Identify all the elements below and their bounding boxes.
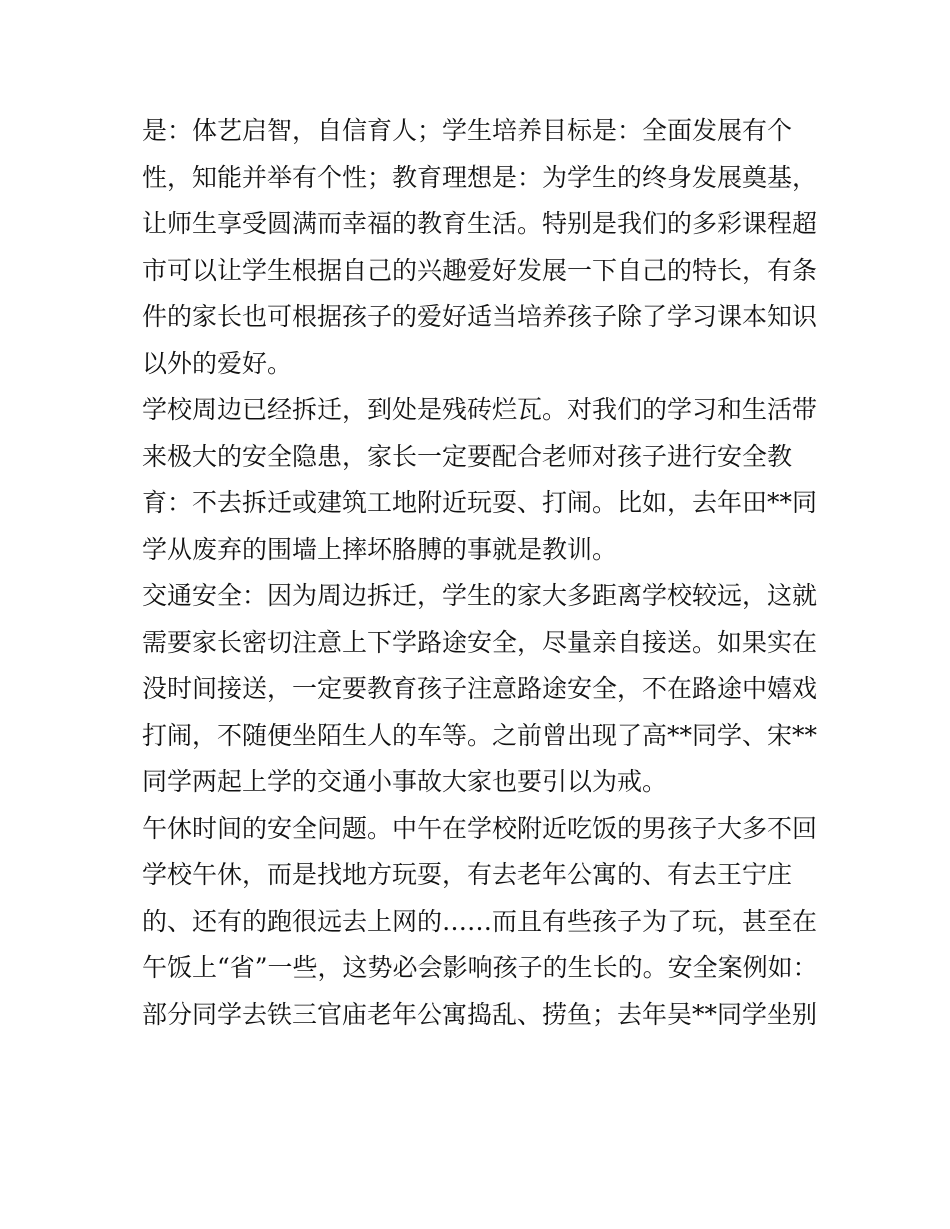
text-line: 学校周边已经拆迁，到处是残砖烂瓦。对我们的学习和生活带 — [142, 395, 818, 424]
text-line: 交通安全：因为周边拆迁，学生的家大多距离学校较远，这就 — [142, 581, 818, 610]
text-line: 没时间接送，一定要教育孩子注意路途安全，不在路途中嬉戏 — [142, 674, 818, 703]
body-text — [142, 108, 822, 1038]
text-line: 的、还有的跑很远去上网的……而且有些孩子为了玩，甚至在 — [142, 906, 818, 936]
text-line: 同学两起上学的交通小事故大家也要引以为戒。 — [142, 767, 668, 796]
text-line: 让师生享受圆满而幸福的教育生活。特别是我们的多彩课程超 — [142, 209, 818, 238]
text-line: 学从废弃的围墙上摔坏胳膊的事就是教训。 — [142, 534, 618, 564]
text-line: 打闹，不随便坐陌生人的车等。之前曾出现了高**同学、宋** — [142, 720, 818, 750]
text-line: 件的家长也可根据孩子的爱好适当培养孩子除了学习课本知识 — [142, 302, 818, 331]
text-line: 学校午休，而是找地方玩耍，有去老年公寓的、有去王宁庄 — [142, 860, 793, 889]
text-line: 需要家长密切注意上下学路途安全，尽量亲自接送。如果实在 — [142, 627, 818, 657]
text-line: 午休时间的安全问题。中午在学校附近吃饭的男孩子大多不回 — [142, 813, 818, 843]
text-line: 午饭上“省”一些，这势必会影响孩子的生长的。安全案例如： — [142, 953, 818, 982]
text-line: 来极大的安全隐患，家长一定要配合老师对孩子进行安全教 — [142, 441, 793, 471]
text-line: 市可以让学生根据自己的兴趣爱好发展一下自己的特长，有条 — [142, 255, 818, 285]
text-line: 育：不去拆迁或建筑工地附近玩耍、打闹。比如，去年田**同 — [142, 488, 818, 517]
text-line: 性，知能并举有个性；教育理想是：为学生的终身发展奠基， — [142, 162, 818, 192]
text-line: 部分同学去铁三官庙老年公寓捣乱、捞鱼；去年吴**同学坐别 — [142, 999, 818, 1029]
text-line: 是：体艺启智，自信育人；学生培养目标是：全面发展有个 — [142, 116, 793, 145]
text-line: 以外的爱好。 — [142, 348, 293, 378]
